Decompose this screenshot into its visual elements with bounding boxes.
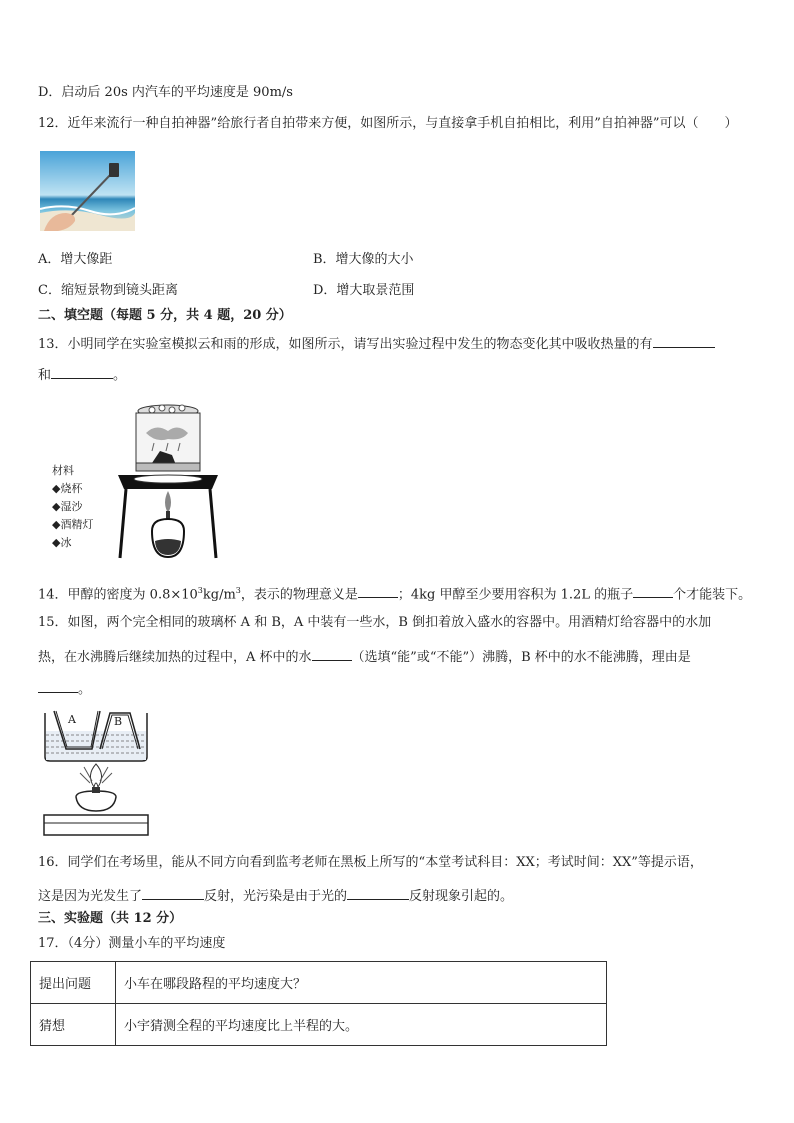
q17-stem: 17．（4分）测量小车的平均速度 — [38, 936, 226, 951]
q15-text-b: （选填“能”或“不能”）沸腾，B 杯中的水不能沸腾，理由是 — [351, 650, 691, 665]
q16-line2 — [38, 885, 513, 906]
q14-superscript-2: 3 — [235, 586, 241, 595]
material-item: ◆冰 — [52, 536, 72, 549]
material-item: ◆酒精灯 — [52, 518, 94, 531]
q16-text-c: 反射现象引起的。 — [409, 889, 514, 904]
cloud-rain-apparatus-figure — [112, 403, 224, 560]
cup-a-label: A — [68, 713, 76, 726]
q12-option-c: C．缩短景物到镜头距离 — [38, 283, 178, 298]
q16-text-a: 这是因为光发生了 — [38, 889, 143, 904]
q15-end: 。 — [78, 682, 92, 697]
q13-line1 — [38, 333, 715, 354]
q13-end: 。 — [113, 368, 127, 383]
section2-title: 二、填空题（每题 5 分，共 4 题，20 分） — [38, 308, 292, 323]
q14-text-3: ，表示的物理意义是 — [240, 587, 358, 603]
q13-line2 — [38, 364, 126, 385]
q15-blank-1[interactable] — [312, 646, 352, 661]
material-item: ◆烧杯 — [52, 482, 83, 495]
q16-text-b: 反射，光污染是由于光的 — [204, 889, 348, 904]
q14-blank-1[interactable] — [358, 583, 398, 598]
q12-option-b: B．增大像的大小 — [313, 252, 414, 267]
q15-line1: 15．如图，两个完全相同的玻璃杯 A 和 B，A 中装有一些水，B 倒扣着放入盛水的容器中。用酒精灯给容器中的水加 — [38, 615, 712, 630]
q14-text-5: 个才能装下。 — [673, 587, 752, 603]
q13-blank-2[interactable] — [51, 364, 113, 379]
table-cell-label: 猜想 — [31, 1004, 116, 1046]
section3-title: 三、实验题（共 12 分） — [38, 911, 183, 926]
selfie-stick-photo — [40, 151, 135, 231]
q14-text-4: ；4kg 甲醇至少要用容积为 1.2L 的瓶子 — [397, 587, 634, 603]
q13-stem: 13．小明同学在实验室模拟云和雨的形成，如图所示，请写出实验过程中发生的物态变化其中吸收热量的有 — [38, 337, 653, 352]
table-cell-label: 提出问题 — [31, 962, 116, 1004]
q16-blank-2[interactable] — [347, 885, 409, 900]
materials-title: 材料 — [52, 464, 74, 477]
q12-option-d: D．增大取景范围 — [313, 283, 415, 298]
table-cell-content: 小车在哪段路程的平均速度大？ — [116, 962, 607, 1004]
q15-line3 — [38, 678, 91, 699]
experiment-table — [30, 961, 607, 1046]
q15-text-a: 热，在水沸腾后继续加热的过程中，A 杯中的水 — [38, 650, 312, 665]
q12-stem: 12．近年来流行一种自拍神器”给旅行者自拍带来方便，如图所示，与直接拿手机自拍相比，利用”自拍神器”可以（ ） — [38, 116, 738, 131]
q14-text-2: kg/m — [202, 587, 236, 603]
boiling-cups-figure — [40, 709, 152, 839]
q14-superscript: 3 — [197, 586, 203, 595]
cup-b-label: B — [114, 715, 123, 728]
materials-list — [52, 462, 93, 552]
table-row — [31, 1004, 607, 1046]
q11-option-d: D．启动后 20s 内汽车的平均速度是 90m/s — [38, 85, 293, 100]
table-cell-content: 小宇猜测全程的平均速度比上半程的大。 — [116, 1004, 607, 1046]
q14-line — [38, 582, 751, 604]
q14-text-1: 14．甲醇的密度为 0.8×10 — [38, 587, 198, 603]
q13-and: 和 — [38, 368, 52, 383]
material-item: ◆湿沙 — [52, 500, 83, 513]
q15-line2 — [38, 646, 691, 667]
q13-blank-1[interactable] — [653, 333, 715, 348]
q15-blank-2[interactable] — [38, 678, 78, 693]
q16-blank-1[interactable] — [142, 885, 204, 900]
table-row — [31, 962, 607, 1004]
q14-blank-2[interactable] — [633, 583, 673, 598]
q16-line1: 16．同学们在考场里，能从不同方向看到监考老师在黑板上所写的“本堂考试科目：XX；考试时间：XX”等提示语， — [38, 855, 703, 870]
q12-option-a: A．增大像距 — [38, 252, 113, 267]
